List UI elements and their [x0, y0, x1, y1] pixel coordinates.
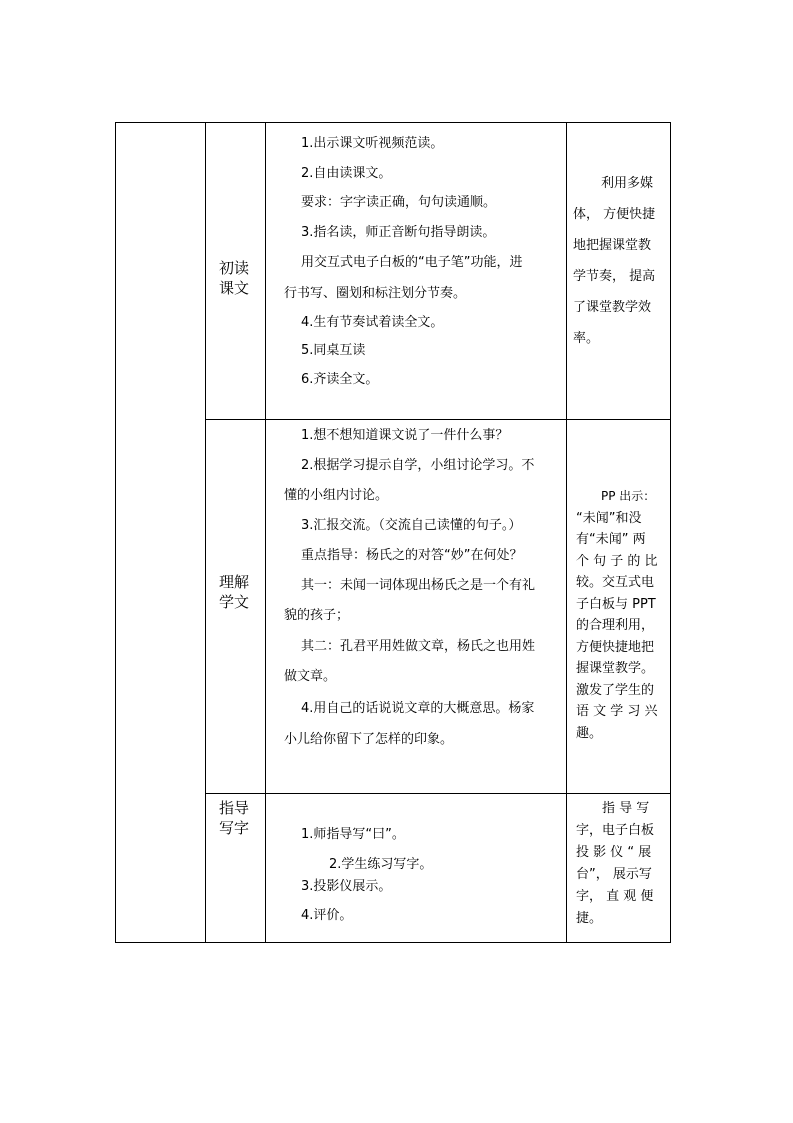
- list-item: 1.师指导写“曰”。: [301, 827, 405, 842]
- table-border-right: [670, 122, 671, 943]
- list-item: 5.同桌互读: [301, 343, 366, 358]
- list-item: 3.汇报交流。（交流自己读懂的句子。）: [301, 518, 522, 533]
- table-border-bottom: [115, 942, 671, 943]
- list-item: 行书写、圈划和标注划分节奏。: [284, 286, 467, 301]
- design-intent-cell: 指 导 写 字，电子白板 投 影 仪 “ 展 台”， 展示写 字， 直 观 便 捷。: [576, 801, 655, 926]
- row-divider: [205, 793, 671, 794]
- list-item: 用交互式电子白板的“电子笔”功能，进: [301, 255, 523, 270]
- list-item: 4.用自己的话说说文章的大概意思。杨家: [301, 701, 535, 716]
- list-item: 貌的孩子；: [284, 608, 350, 623]
- list-item: 4.评价。: [301, 908, 353, 923]
- list-item: 要求：字字读正确，句句读通顺。: [301, 195, 497, 210]
- column-divider: [566, 122, 567, 943]
- row-divider: [205, 419, 671, 420]
- list-item: 其一：未闻一词体现出杨氏之是一个有礼: [301, 578, 536, 593]
- list-item: 2.学生练习写字。: [329, 857, 433, 872]
- list-item: 其二：孔君平用姓做文章，杨氏之也用姓: [301, 639, 536, 654]
- table-border-top: [115, 122, 671, 123]
- list-item: 3.投影仪展示。: [301, 879, 392, 894]
- list-item: 做文章。: [284, 669, 337, 684]
- list-item: 2.自由读课文。: [301, 166, 392, 181]
- list-item: 1.出示课文听视频范读。: [301, 136, 444, 151]
- column-divider: [265, 122, 266, 943]
- list-item: 3.指名读，师正音断句指导朗读。: [301, 225, 496, 240]
- section-label: 初读 课文: [219, 259, 250, 297]
- list-item: 小儿给你留下了怎样的印象。: [284, 732, 454, 747]
- list-item: 重点指导：杨氏之的对答“妙”在何处？: [301, 548, 523, 563]
- section-label: 指导 写字: [219, 799, 250, 837]
- list-item: 懂的小组内讨论。: [284, 488, 389, 503]
- list-item: 1.想不想知道课文说了一件什么事？: [301, 428, 509, 443]
- list-item: 2.根据学习提示自学，小组讨论学习。不: [301, 458, 535, 473]
- column-divider: [205, 122, 206, 943]
- table-border-left: [115, 122, 116, 943]
- list-item: 4.生有节奏试着读全文。: [301, 315, 444, 330]
- design-intent-cell: PP 出示： “未闻”和没 有“未闻” 两 个 句 子 的 比 较。交互式电 子白板与 PPT 的合理利用， 方便快捷地把 握课堂教学。 激发了学生的 语 文 学 习 兴 趣。: [576, 489, 658, 741]
- design-intent-cell: 利用多媒 体， 方便快捷 地把握课堂教 学节奏， 提高 了课堂教学效 率。: [573, 176, 656, 346]
- list-item: 6.齐读全文。: [301, 372, 379, 387]
- section-label: 理解 学文: [219, 573, 250, 611]
